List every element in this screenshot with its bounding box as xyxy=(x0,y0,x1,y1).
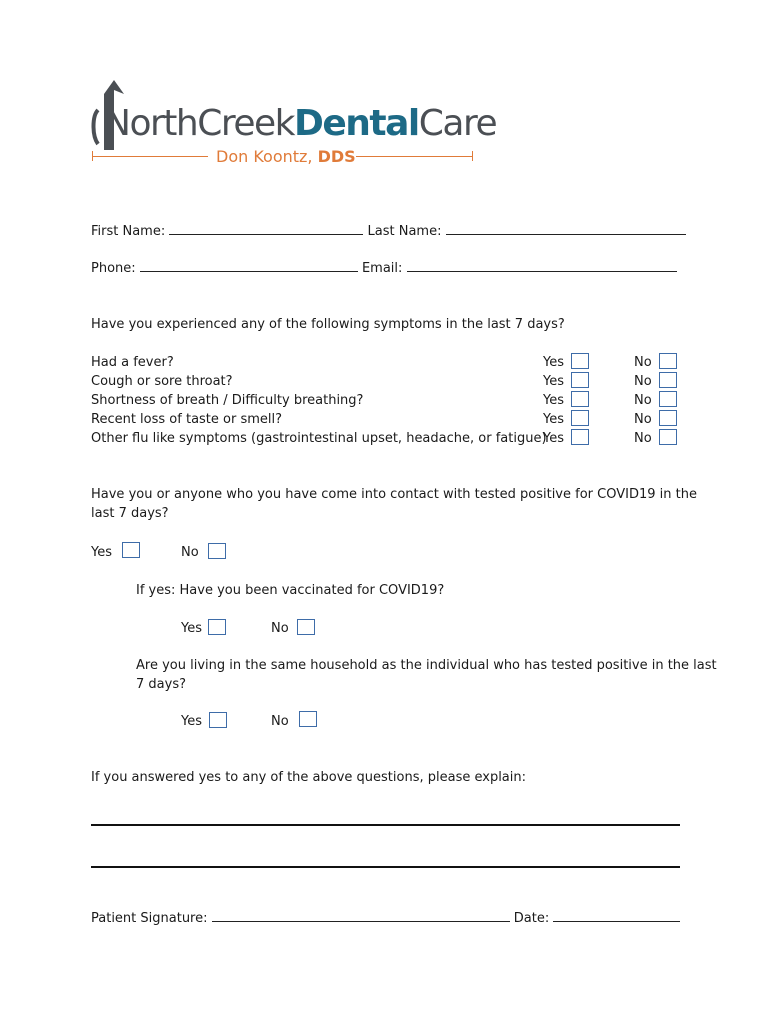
signature-field[interactable] xyxy=(212,909,510,922)
symptom-yes-checkbox[interactable] xyxy=(571,429,589,445)
symptom-no-checkbox[interactable] xyxy=(659,353,677,369)
symptom-yes-label: Yes xyxy=(543,412,564,427)
logo-right-cap xyxy=(472,151,473,161)
vaccinated-no-checkbox[interactable] xyxy=(297,619,315,635)
symptom-yes-label: Yes xyxy=(543,393,564,408)
symptom-no-label: No xyxy=(634,412,652,427)
contact-yes-checkbox[interactable] xyxy=(122,542,140,558)
signature-label: Patient Signature: xyxy=(91,911,208,926)
phone-row xyxy=(91,259,677,277)
practice-logo xyxy=(90,80,497,170)
symptom-label: Recent loss of taste or smell? xyxy=(91,412,283,427)
symptom-no-checkbox[interactable] xyxy=(659,391,677,407)
date-field[interactable] xyxy=(553,909,680,922)
symptom-yes-label: Yes xyxy=(543,374,564,389)
signature-row xyxy=(91,909,680,927)
symptom-yes-checkbox[interactable] xyxy=(571,372,589,388)
household-yes-label: Yes xyxy=(181,714,202,729)
logo-wordmark: NorthCreekDentalCare xyxy=(104,103,497,144)
first-name-row xyxy=(91,222,686,240)
symptom-label: Shortness of breath / Difficulty breathing? xyxy=(91,393,364,408)
explain-prompt: If you answered yes to any of the above questions, please explain: xyxy=(91,770,527,785)
household-no-label: No xyxy=(271,714,289,729)
symptom-no-label: No xyxy=(634,374,652,389)
household-question-line1: Are you living in the same household as the individual who has tested positive in the last xyxy=(136,658,717,673)
logo-subtitle: Don Koontz, DDS xyxy=(216,147,356,166)
contact-yes-label: Yes xyxy=(91,545,112,560)
vaccinated-yes-label: Yes xyxy=(181,621,202,636)
symptom-no-checkbox[interactable] xyxy=(659,372,677,388)
symptom-yes-label: Yes xyxy=(543,431,564,446)
contact-no-label: No xyxy=(181,545,199,560)
last-name-field[interactable] xyxy=(446,222,686,235)
symptom-label: Other flu like symptoms (gastrointestinal upset, headache, or fatigue) xyxy=(91,431,547,446)
explain-line[interactable] xyxy=(91,866,680,868)
household-no-checkbox[interactable] xyxy=(299,711,317,727)
symptom-yes-label: Yes xyxy=(543,355,564,370)
symptom-no-checkbox[interactable] xyxy=(659,429,677,445)
vaccinated-question: If yes: Have you been vaccinated for COVID19? xyxy=(136,583,445,598)
contact-question-line2: last 7 days? xyxy=(91,506,169,521)
symptoms-question: Have you experienced any of the following symptoms in the last 7 days? xyxy=(91,317,565,332)
symptom-label: Cough or sore throat? xyxy=(91,374,233,389)
phone-label: Phone: xyxy=(91,261,136,276)
symptom-yes-checkbox[interactable] xyxy=(571,391,589,407)
symptom-yes-checkbox[interactable] xyxy=(571,353,589,369)
explain-line[interactable] xyxy=(91,824,680,826)
household-yes-checkbox[interactable] xyxy=(209,712,227,728)
symptom-no-label: No xyxy=(634,355,652,370)
symptom-no-label: No xyxy=(634,393,652,408)
logo-left-line xyxy=(92,156,208,157)
contact-no-checkbox[interactable] xyxy=(208,543,226,559)
date-label: Date: xyxy=(513,911,550,926)
household-question-line2: 7 days? xyxy=(136,677,186,692)
symptom-label: Had a fever? xyxy=(91,355,174,370)
logo-right-line xyxy=(356,156,473,157)
email-field[interactable] xyxy=(407,259,677,272)
vaccinated-yes-checkbox[interactable] xyxy=(208,619,226,635)
symptom-no-label: No xyxy=(634,431,652,446)
phone-field[interactable] xyxy=(140,259,358,272)
symptom-yes-checkbox[interactable] xyxy=(571,410,589,426)
contact-question-line1: Have you or anyone who you have come into contact with tested positive for COVID19 in the xyxy=(91,487,697,502)
symptom-no-checkbox[interactable] xyxy=(659,410,677,426)
first-name-label: First Name: xyxy=(91,224,166,239)
vaccinated-no-label: No xyxy=(271,621,289,636)
email-label: Email: xyxy=(361,261,403,276)
first-name-field[interactable] xyxy=(169,222,363,235)
last-name-label: Last Name: xyxy=(367,224,442,239)
